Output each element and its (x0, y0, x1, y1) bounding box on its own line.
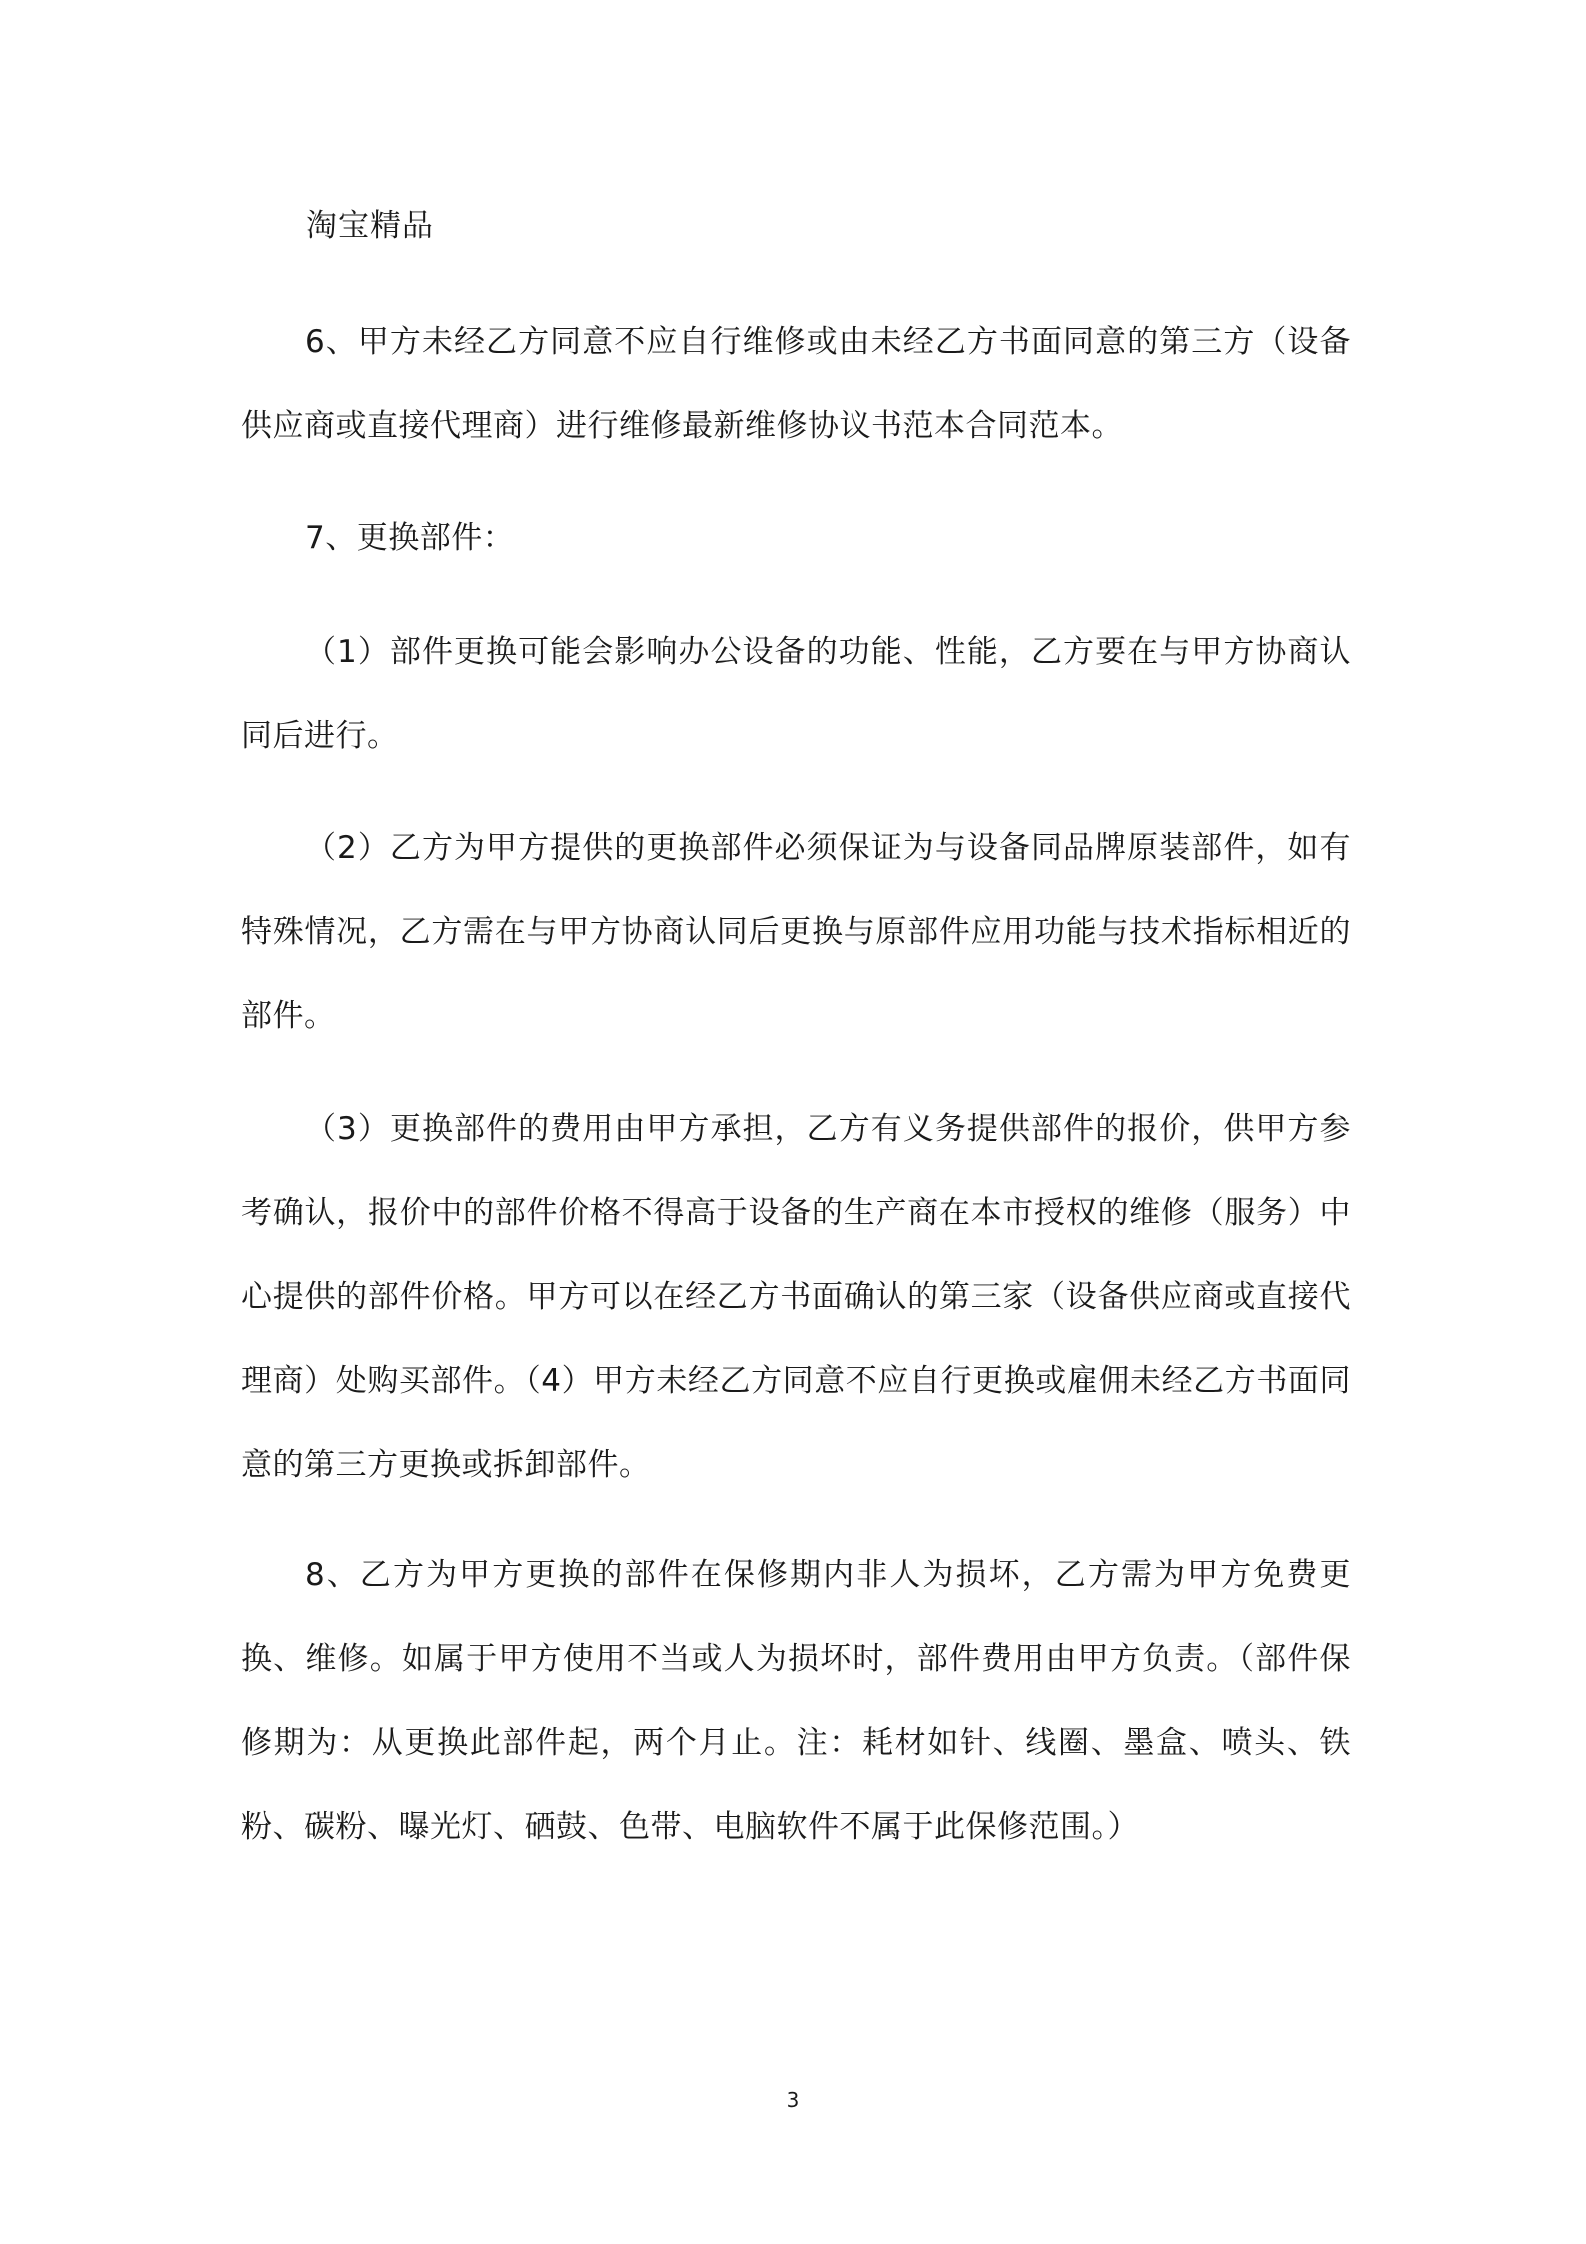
paragraph-item-8: 8、乙方为甲方更换的部件在保修期内非人为损坏，乙方需为甲方免费更换、维修。如属于甲方使用不当或人为损坏时，部件费用由甲方负责。（部件保修期为：从更换此部件起，两个月止。注：耗材如针、线圈、墨盒、喷头、铁粉、碳粉、曝光灯、硒鼓、色带、电脑软件不属于此保修范围。） (241, 1557, 1351, 1845)
paragraph-subitem-2: （2）乙方为甲方提供的更换部件必须保证为与设备同品牌原装部件，如有特殊情况，乙方需在与甲方协商认同后更换与原部件应用功能与技术指标相近的部件。 (241, 830, 1351, 1034)
paragraph-item-7-heading: 7、更换部件： (305, 520, 515, 556)
paragraph-subitem-3-4: （3）更换部件的费用由甲方承担，乙方有义务提供部件的报价，供甲方参考确认，报价中的部件价格不得高于设备的生产商在本市授权的维修（服务）中心提供的部件价格。甲方可以在经乙方书面确认的第三家（设备供应商或直接代理商）处购买部件。（4）甲方未经乙方同意不应自行更换或雇佣未经乙方书面同意的第三方更换或拆卸部件。 (241, 1111, 1351, 1483)
page-number: 3 (786, 2088, 800, 2112)
paragraph-subitem-1: （1）部件更换可能会影响办公设备的功能、性能，乙方要在与甲方协商认同后进行。 (241, 634, 1351, 754)
header-text: 淘宝精品 (306, 208, 434, 244)
paragraph-item-6: 6、甲方未经乙方同意不应自行维修或由未经乙方书面同意的第三方（设备供应商或直接代理商）进行维修最新维修协议书范本合同范本。 (241, 324, 1351, 444)
